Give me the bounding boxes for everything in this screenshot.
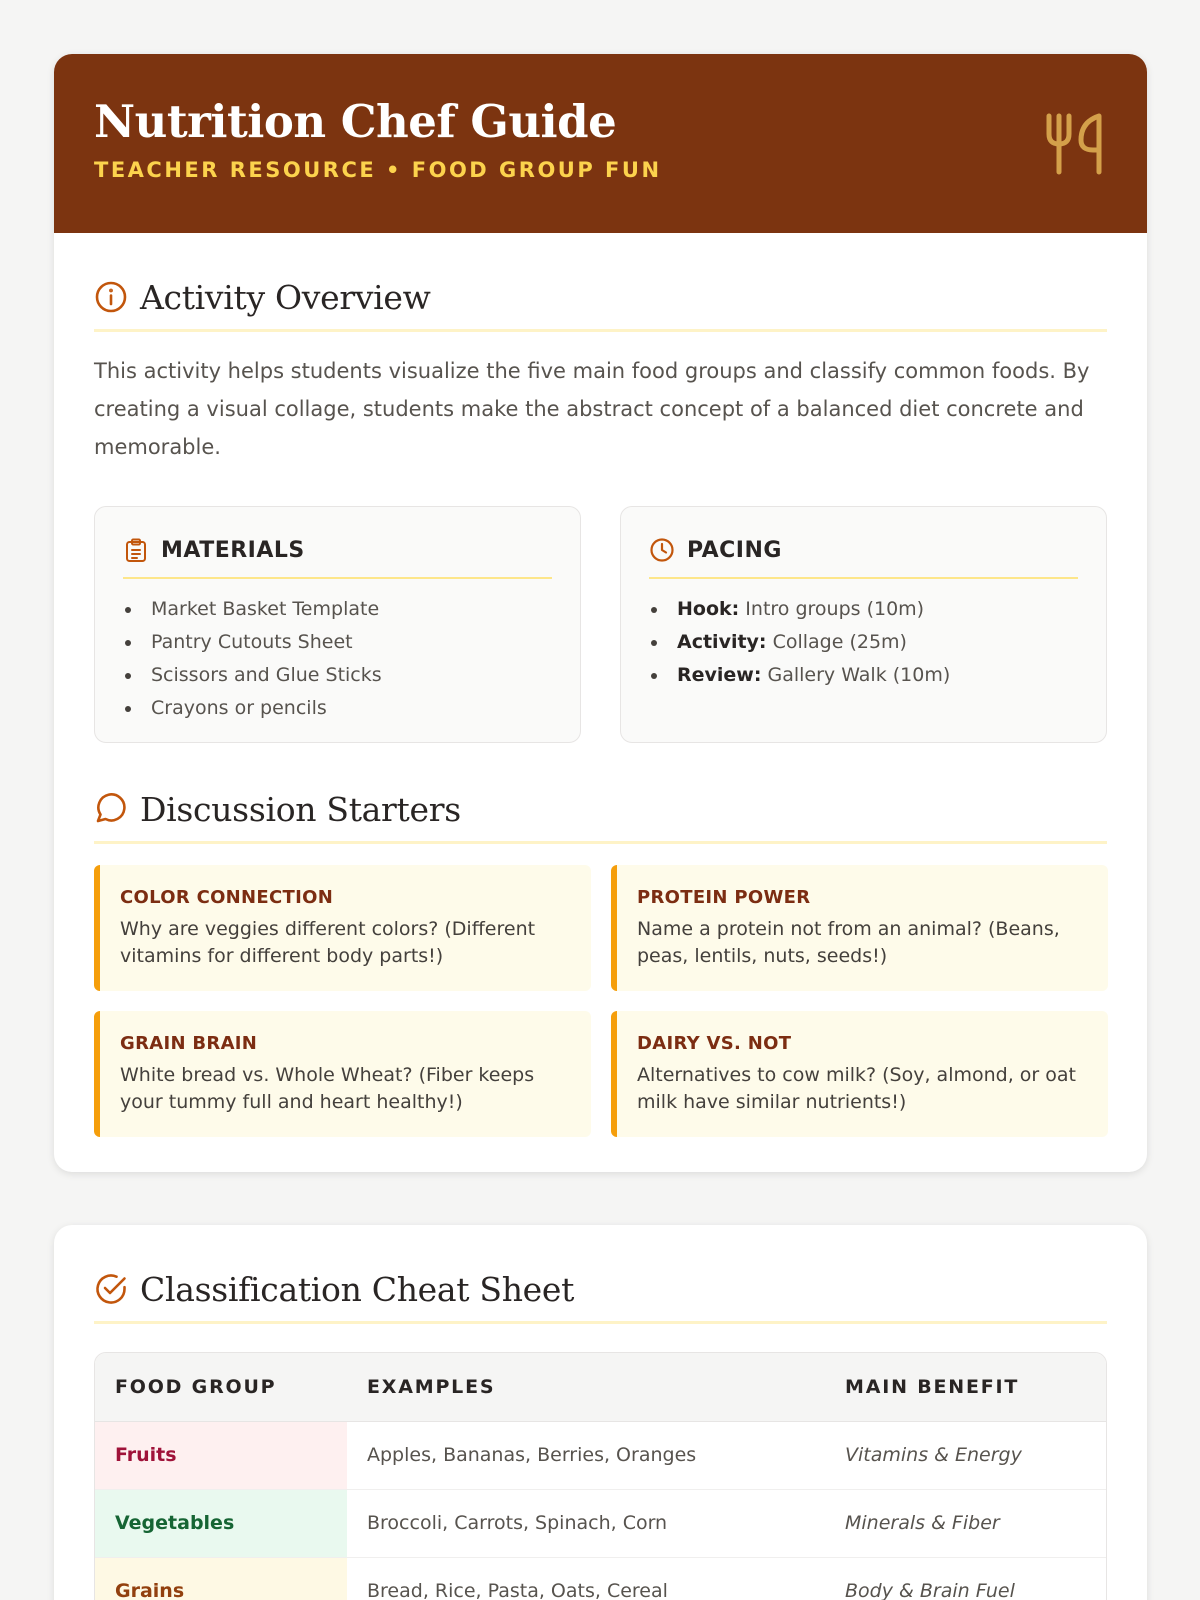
- list-item: [649, 626, 1078, 659]
- discussion-heading: [94, 789, 1107, 844]
- benefit-cell: Minerals & Fiber: [825, 1489, 1106, 1557]
- materials-list: [123, 593, 552, 725]
- pacing-label: Activity:: [677, 631, 767, 653]
- info-row: [94, 506, 1107, 743]
- food-group-cell: Grains: [95, 1557, 347, 1600]
- discussion-title: Discussion Starters: [140, 789, 461, 829]
- overview-text: This activity helps students visualize the five main food groups and classify common foods. By creating a visual collage, students make the abstract concept of a balanced diet concrete and memorable.: [94, 359, 1090, 459]
- discussion-card-heading: PROTEIN POWER: [637, 887, 811, 908]
- page-title: Nutrition Chef Guide: [94, 95, 617, 148]
- discussion-card-heading: COLOR CONNECTION: [120, 887, 334, 908]
- pacing-label: Hook:: [677, 598, 740, 620]
- check-circle-icon: [94, 1272, 128, 1306]
- list-item: Pantry Cutouts Sheet: [123, 626, 552, 659]
- pacing-heading: [649, 533, 1078, 579]
- discussion-card: [611, 865, 1108, 991]
- discussion-card-heading: GRAIN BRAIN: [120, 1033, 258, 1054]
- discussion-card-body: Why are veggies different colors? (Different vitamins for different body parts!): [120, 918, 536, 967]
- classification-heading: [94, 1269, 1107, 1324]
- pacing-text: Gallery Walk (10m): [767, 664, 951, 686]
- discussion-card-body: Name a protein not from an animal? (Beans, peas, lentils, nuts, seeds!): [637, 918, 1060, 967]
- column-header: MAIN BENEFIT: [825, 1353, 1106, 1421]
- food-group-cell: Vegetables: [95, 1489, 347, 1557]
- utensils-icon: [1043, 110, 1107, 176]
- pacing-label: Review:: [677, 664, 762, 686]
- benefit-cell: Body & Brain Fuel: [825, 1557, 1106, 1600]
- discussion-grid: [94, 865, 1107, 1137]
- overview-title: Activity Overview: [140, 277, 431, 317]
- discussion-card-body: White bread vs. Whole Wheat? (Fiber keeps your tummy full and heart healthy!): [120, 1064, 535, 1113]
- examples-cell: Apples, Bananas, Berries, Oranges: [347, 1421, 825, 1489]
- table-header-row: [95, 1353, 1106, 1421]
- list-item: Market Basket Template: [123, 593, 552, 626]
- cheat-sheet-card: [54, 1225, 1147, 1600]
- list-item: [649, 593, 1078, 626]
- materials-box: [94, 506, 581, 743]
- pacing-title: PACING: [687, 537, 782, 563]
- discussion-card-body: Alternatives to cow milk? (Soy, almond, or oat milk have similar nutrients!): [637, 1064, 1076, 1113]
- clock-icon: [649, 537, 675, 563]
- header-banner: [54, 54, 1147, 233]
- classification-title: Classification Cheat Sheet: [140, 1269, 575, 1309]
- column-header: EXAMPLES: [347, 1353, 825, 1421]
- examples-cell: Broccoli, Carrots, Spinach, Corn: [347, 1489, 825, 1557]
- table-row: [95, 1489, 1106, 1557]
- benefit-cell: Vitamins & Energy: [825, 1421, 1106, 1489]
- overview-heading: [94, 277, 1107, 332]
- pacing-list: [649, 593, 1078, 692]
- pacing-text: Collage (25m): [772, 631, 907, 653]
- discussion-card: [94, 865, 591, 991]
- list-item: Crayons or pencils: [123, 692, 552, 725]
- clipboard-icon: [123, 537, 149, 563]
- materials-heading: [123, 533, 552, 579]
- info-icon: [94, 280, 128, 314]
- examples-cell: Bread, Rice, Pasta, Oats, Cereal: [347, 1557, 825, 1600]
- pacing-box: [620, 506, 1107, 743]
- table-row: [95, 1421, 1106, 1489]
- classification-table: [94, 1352, 1107, 1600]
- pacing-text: Intro groups (10m): [745, 598, 925, 620]
- discussion-card: [611, 1011, 1108, 1137]
- discussion-card-heading: DAIRY VS. NOT: [637, 1033, 792, 1054]
- materials-title: MATERIALS: [161, 537, 305, 563]
- discussion-card: [94, 1011, 591, 1137]
- food-group-cell: Fruits: [95, 1421, 347, 1489]
- list-item: [649, 659, 1078, 692]
- chat-bubble-icon: [94, 792, 128, 826]
- page-subtitle: TEACHER RESOURCE • FOOD GROUP FUN: [94, 158, 662, 182]
- list-item: Scissors and Glue Sticks: [123, 659, 552, 692]
- guide-card: [54, 54, 1147, 1172]
- table-row: [95, 1557, 1106, 1600]
- column-header: FOOD GROUP: [95, 1353, 347, 1421]
